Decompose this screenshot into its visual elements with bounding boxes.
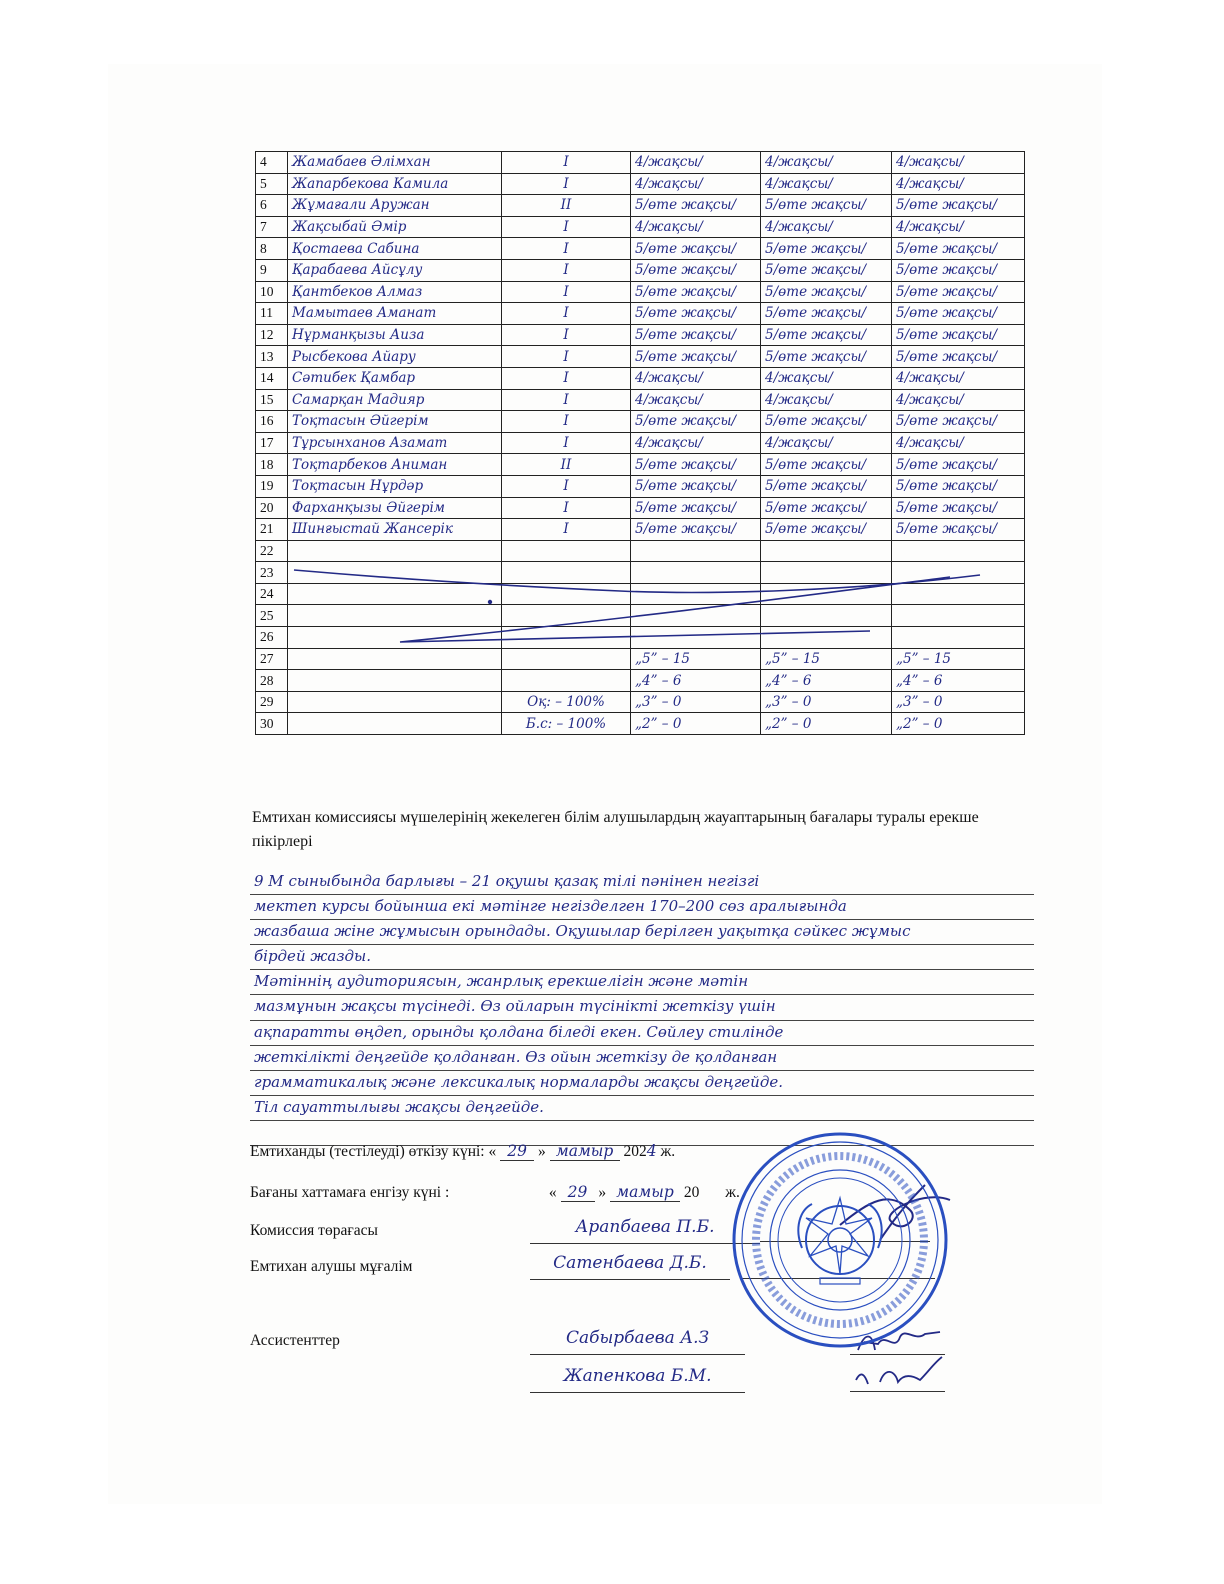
table-row — [256, 670, 1025, 692]
variant-cell: І — [502, 324, 631, 346]
grade-3-cell: 5/өте жақсы/ — [892, 346, 1025, 368]
variant-cell: І — [502, 259, 631, 281]
table-row — [256, 303, 1025, 325]
student-name-cell: Фарханқызы Әйгерім — [288, 497, 502, 519]
grade-1-cell — [631, 540, 761, 562]
grade-3-cell: 4/жақсы/ — [892, 432, 1025, 454]
table-row — [256, 519, 1025, 541]
opinion-line: Мәтіннің аудиториясын, жанрлық ерекшелігін және мәтін — [250, 970, 1034, 995]
table-row — [256, 346, 1025, 368]
protocol-date-month: мамыр — [610, 1183, 680, 1202]
grade-2-cell: „4” – 6 — [761, 670, 892, 692]
chair-label: Комиссия төрағасы — [250, 1222, 378, 1239]
grade-3-cell: „2” – 0 — [892, 713, 1025, 735]
opinion-line: 9 М сыныбында барлығы – 21 оқушы қазақ тілі пәнінен негізгі — [250, 870, 1034, 895]
row-number-cell: 16 — [256, 411, 288, 433]
student-name-cell: Тоқтасын Нұрдәр — [288, 475, 502, 497]
variant-cell: І — [502, 281, 631, 303]
grade-2-cell: 4/жақсы/ — [761, 216, 892, 238]
variant-cell: І — [502, 497, 631, 519]
row-number-cell: 10 — [256, 281, 288, 303]
grade-3-cell: 5/өте жақсы/ — [892, 238, 1025, 260]
protocol-date-day: 29 — [561, 1183, 595, 1202]
grade-3-cell: 5/өте жақсы/ — [892, 281, 1025, 303]
variant-cell: ІІ — [502, 454, 631, 476]
grade-1-cell: 5/өте жақсы/ — [631, 497, 761, 519]
exam-date-row — [250, 1142, 675, 1161]
opinion-line: мазмұнын жақсы түсінеді. Өз ойларын түсінікті жеткізу үшін — [250, 995, 1034, 1020]
grade-2-cell: „3” – 0 — [761, 691, 892, 713]
grade-3-cell: „5” – 15 — [892, 648, 1025, 670]
variant-cell: І — [502, 216, 631, 238]
row-number-cell: 18 — [256, 454, 288, 476]
table-row — [256, 259, 1025, 281]
opinion-line: бірдей жазды. — [250, 945, 1034, 970]
student-name-cell: Қантбеков Алмаз — [288, 281, 502, 303]
student-name-cell: Рысбекова Айару — [288, 346, 502, 368]
grade-3-cell: 5/өте жақсы/ — [892, 411, 1025, 433]
table-row — [256, 173, 1025, 195]
opinion-line: мектеп курсы бойынша екі мәтінге негізделген 170–200 сөз аралығында — [250, 895, 1034, 920]
grade-2-cell: 5/өте жақсы/ — [761, 497, 892, 519]
grade-2-cell: 5/өте жақсы/ — [761, 346, 892, 368]
exam-date-month: мамыр — [550, 1142, 620, 1161]
grade-2-cell — [761, 540, 892, 562]
chair-name: Арапбаева П.Б. — [530, 1217, 760, 1244]
grade-3-cell: 5/өте жақсы/ — [892, 519, 1025, 541]
grade-1-cell: 5/өте жақсы/ — [631, 195, 761, 217]
table-row — [256, 540, 1025, 562]
row-number-cell: 25 — [256, 605, 288, 627]
variant-cell: І — [502, 173, 631, 195]
row-number-cell: 20 — [256, 497, 288, 519]
grade-2-cell: 5/өте жақсы/ — [761, 475, 892, 497]
grade-2-cell: 4/жақсы/ — [761, 152, 892, 174]
row-number-cell: 26 — [256, 627, 288, 649]
row-number-cell: 8 — [256, 238, 288, 260]
variant-cell: І — [502, 411, 631, 433]
variant-cell: Б.с: – 100% — [502, 713, 631, 735]
grade-2-cell: 4/жақсы/ — [761, 367, 892, 389]
variant-cell — [502, 670, 631, 692]
grade-1-cell: 5/өте жақсы/ — [631, 411, 761, 433]
assistant-2-name: Жапенкова Б.М. — [530, 1366, 745, 1393]
grade-2-cell: 4/жақсы/ — [761, 389, 892, 411]
exam-date-suffix: ж. — [660, 1143, 676, 1160]
student-name-cell: Қарабаева Айсұлу — [288, 259, 502, 281]
variant-cell: І — [502, 346, 631, 368]
grade-1-cell: 5/өте жақсы/ — [631, 281, 761, 303]
grade-3-cell: 5/өте жақсы/ — [892, 497, 1025, 519]
grade-2-cell: 5/өте жақсы/ — [761, 454, 892, 476]
grade-3-cell: 5/өте жақсы/ — [892, 454, 1025, 476]
table-row — [256, 216, 1025, 238]
variant-cell — [502, 540, 631, 562]
grade-1-cell: „4” – 6 — [631, 670, 761, 692]
exam-date-day: 29 — [500, 1142, 534, 1161]
assistants-label: Ассистенттер — [250, 1332, 340, 1349]
protocol-date-year-prefix: 20 — [683, 1184, 700, 1201]
table-row — [256, 152, 1025, 174]
table-row — [256, 195, 1025, 217]
grade-1-cell: „2” – 0 — [631, 713, 761, 735]
grade-3-cell: 4/жақсы/ — [892, 152, 1025, 174]
protocol-date-close: » — [598, 1184, 607, 1201]
row-number-cell: 30 — [256, 713, 288, 735]
student-name-cell — [288, 691, 502, 713]
row-number-cell: 17 — [256, 432, 288, 454]
row-number-cell: 12 — [256, 324, 288, 346]
grade-1-cell: 5/өте жақсы/ — [631, 346, 761, 368]
exam-date-year-prefix: 202 — [623, 1143, 647, 1160]
student-name-cell — [288, 713, 502, 735]
grade-1-cell: 4/жақсы/ — [631, 389, 761, 411]
exam-date-close: » — [537, 1143, 546, 1160]
protocol-date-label: Бағаны хаттамаға енгізу күні : — [250, 1184, 450, 1201]
grade-1-cell: 5/өте жақсы/ — [631, 324, 761, 346]
teacher-name: Сатенбаева Д.Б. — [530, 1253, 730, 1280]
grade-3-cell: 5/өте жақсы/ — [892, 259, 1025, 281]
grade-2-cell: 5/өте жақсы/ — [761, 324, 892, 346]
opinion-line: Тіл сауаттылығы жақсы деңгейде. — [250, 1096, 1034, 1121]
row-number-cell: 24 — [256, 583, 288, 605]
row-number-cell: 7 — [256, 216, 288, 238]
student-name-cell: Нұрманқызы Аиза — [288, 324, 502, 346]
row-number-cell: 4 — [256, 152, 288, 174]
table-row — [256, 389, 1025, 411]
grade-3-cell: 4/жақсы/ — [892, 173, 1025, 195]
grade-1-cell: 5/өте жақсы/ — [631, 454, 761, 476]
student-name-cell — [288, 540, 502, 562]
student-name-cell: Самарқан Мадияр — [288, 389, 502, 411]
variant-cell: І — [502, 152, 631, 174]
grade-3-cell: 5/өте жақсы/ — [892, 303, 1025, 325]
grade-1-cell: 5/өте жақсы/ — [631, 519, 761, 541]
student-name-cell: Тұрсынханов Азамат — [288, 432, 502, 454]
grade-1-cell: 5/өте жақсы/ — [631, 238, 761, 260]
grade-2-cell: „5” – 15 — [761, 648, 892, 670]
grade-3-cell: 4/жақсы/ — [892, 367, 1025, 389]
row-number-cell: 27 — [256, 648, 288, 670]
table-row — [256, 454, 1025, 476]
grade-2-cell: 5/өте жақсы/ — [761, 259, 892, 281]
official-seal — [728, 1128, 953, 1353]
variant-cell: І — [502, 519, 631, 541]
table-row — [256, 432, 1025, 454]
grade-3-cell: 5/өте жақсы/ — [892, 324, 1025, 346]
protocol-date-row — [250, 1183, 740, 1202]
grade-1-cell: 4/жақсы/ — [631, 432, 761, 454]
table-row — [256, 367, 1025, 389]
variant-cell: ІІ — [502, 195, 631, 217]
grade-2-cell: „2” – 0 — [761, 713, 892, 735]
grade-2-cell: 5/өте жақсы/ — [761, 238, 892, 260]
row-number-cell: 6 — [256, 195, 288, 217]
row-number-cell: 15 — [256, 389, 288, 411]
grade-1-cell: 4/жақсы/ — [631, 152, 761, 174]
grade-1-cell: 5/өте жақсы/ — [631, 259, 761, 281]
grade-3-cell — [892, 540, 1025, 562]
row-number-cell: 22 — [256, 540, 288, 562]
grade-3-cell: 5/өте жақсы/ — [892, 475, 1025, 497]
grade-2-cell: 5/өте жақсы/ — [761, 195, 892, 217]
student-name-cell: Шинғыстай Жансерік — [288, 519, 502, 541]
row-number-cell: 14 — [256, 367, 288, 389]
teacher-label: Емтихан алушы мұғалім — [250, 1258, 413, 1275]
table-row — [256, 475, 1025, 497]
variant-cell: Оқ: – 100% — [502, 691, 631, 713]
variant-cell: І — [502, 389, 631, 411]
row-number-cell: 29 — [256, 691, 288, 713]
row-number-cell: 13 — [256, 346, 288, 368]
opinion-line: грамматикалық және лексикалық нормаларды жақсы деңгейде. — [250, 1071, 1034, 1096]
protocol-date-suffix: ж. — [725, 1184, 740, 1201]
table-row — [256, 497, 1025, 519]
table-row — [256, 281, 1025, 303]
variant-cell: І — [502, 303, 631, 325]
table-row — [256, 713, 1025, 735]
grade-1-cell: 4/жақсы/ — [631, 367, 761, 389]
grade-3-cell: 4/жақсы/ — [892, 216, 1025, 238]
strike-scribble — [290, 565, 990, 665]
grade-2-cell: 5/өте жақсы/ — [761, 411, 892, 433]
grade-2-cell: 5/өте жақсы/ — [761, 281, 892, 303]
variant-cell: І — [502, 432, 631, 454]
student-name-cell: Жақсыбай Әмір — [288, 216, 502, 238]
exam-date-year-suffix: 4 — [646, 1142, 657, 1160]
row-number-cell: 5 — [256, 173, 288, 195]
student-name-cell: Мамытаев Аманат — [288, 303, 502, 325]
grade-1-cell: 4/жақсы/ — [631, 216, 761, 238]
student-name-cell: Жамабаев Әлімхан — [288, 152, 502, 174]
grade-1-cell: 5/өте жақсы/ — [631, 303, 761, 325]
opinions-title: Емтихан комиссиясы мүшелерінің жекелеген білім алушылардың жауаптарының бағалары туралы ерекше пікірлері — [252, 809, 979, 850]
row-number-cell: 11 — [256, 303, 288, 325]
variant-cell: І — [502, 475, 631, 497]
opinion-lines — [250, 870, 1034, 1146]
row-number-cell: 21 — [256, 519, 288, 541]
variant-cell: І — [502, 238, 631, 260]
grade-3-cell: 4/жақсы/ — [892, 389, 1025, 411]
student-name-cell: Жұмағали Аружан — [288, 195, 502, 217]
grade-2-cell: 5/өте жақсы/ — [761, 519, 892, 541]
grade-1-cell: „5” – 15 — [631, 648, 761, 670]
grade-2-cell: 4/жақсы/ — [761, 173, 892, 195]
row-number-cell: 19 — [256, 475, 288, 497]
table-row — [256, 411, 1025, 433]
grade-2-cell: 5/өте жақсы/ — [761, 303, 892, 325]
variant-cell: І — [502, 367, 631, 389]
opinion-line: жеткілікті деңгейде қолданған. Өз ойын жеткізу де қолданған — [250, 1046, 1034, 1071]
table-row — [256, 324, 1025, 346]
grade-2-cell: 4/жақсы/ — [761, 432, 892, 454]
student-name-cell: Тоқтасын Әйгерім — [288, 411, 502, 433]
protocol-date-open: « — [548, 1184, 557, 1201]
student-name-cell: Жапарбекова Камила — [288, 173, 502, 195]
student-name-cell: Тоқтарбеков Аниман — [288, 454, 502, 476]
exam-date-label: Емтиханды (тестілеуді) өткізу күні: — [250, 1143, 485, 1160]
grade-1-cell: 4/жақсы/ — [631, 173, 761, 195]
grade-3-cell: 5/өте жақсы/ — [892, 195, 1025, 217]
table-row — [256, 238, 1025, 260]
student-name-cell: Қостаева Сабина — [288, 238, 502, 260]
exam-date-open: « — [488, 1143, 497, 1160]
table-row — [256, 691, 1025, 713]
opinion-line: ақпаратты өңдеп, орынды қолдана біледі екен. Сөйлеу стилінде — [250, 1021, 1034, 1046]
student-name-cell: Сәтибек Қамбар — [288, 367, 502, 389]
grade-1-cell: „3” – 0 — [631, 691, 761, 713]
grade-3-cell: „4” – 6 — [892, 670, 1025, 692]
student-name-cell — [288, 670, 502, 692]
row-number-cell: 9 — [256, 259, 288, 281]
grade-3-cell: „3” – 0 — [892, 691, 1025, 713]
opinion-line: жазбаша жіне жұмысын орындады. Оқушылар берілген уақытқа сәйкес жұмыс — [250, 920, 1034, 945]
row-number-cell: 23 — [256, 562, 288, 584]
grade-1-cell: 5/өте жақсы/ — [631, 475, 761, 497]
assistant-1-name: Сабырбаева А.З — [530, 1328, 745, 1355]
row-number-cell: 28 — [256, 670, 288, 692]
